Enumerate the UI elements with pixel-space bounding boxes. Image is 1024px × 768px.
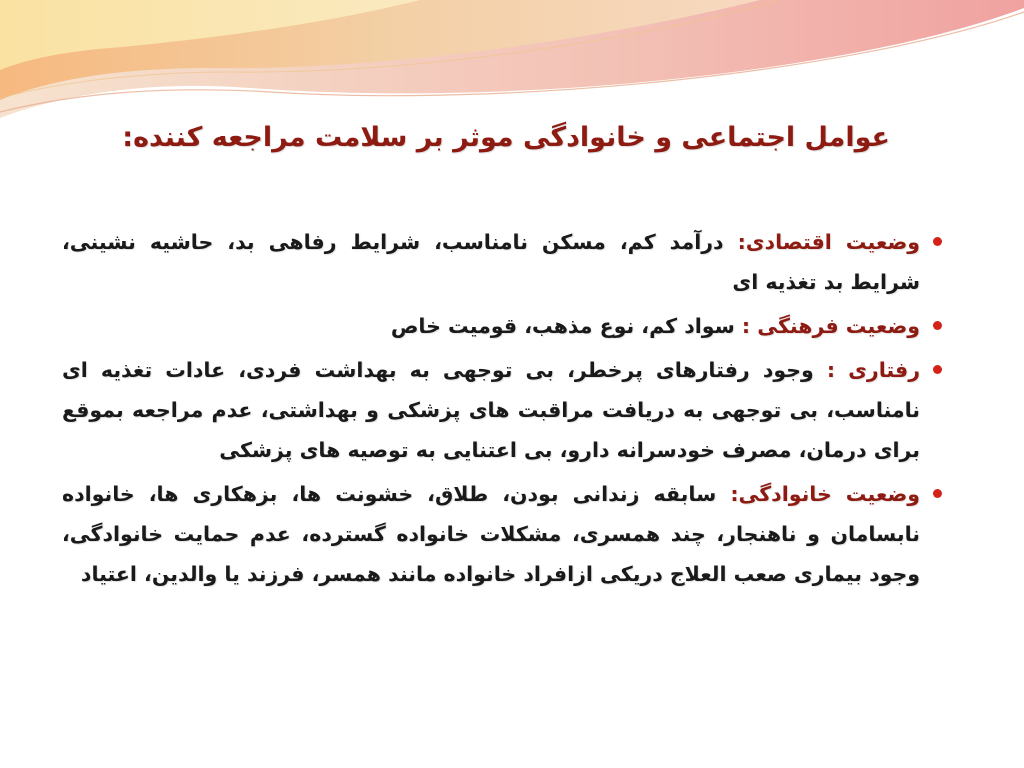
bullet-lead-label: وضعیت فرهنگی : [741, 314, 920, 338]
slide-title: عوامل اجتماعی و خانوادگی موثر بر سلامت مراجعه کننده: [122, 122, 890, 153]
bullet-list [62, 222, 942, 594]
bullet-lead-label: وضعیت اقتصادی: [737, 230, 920, 254]
bullet-text: سواد کم، نوع مذهب، قومیت خاص [390, 314, 742, 338]
bullet-text: وجود رفتارهای پرخطر، بی توجهی به بهداشت فردی، عادات تغذیه ای نامناسب، بی توجهی به دریافت مراقبت های پزشکی و بهداشتی، عدم مراجعه بموقع برای درمان، مصرف خودسرانه دارو، بی اعتنایی به توصیه های پزشکی [62, 358, 920, 462]
slide-body [62, 222, 942, 598]
bullet-dot-icon [933, 365, 942, 374]
bullet-behavioral [62, 350, 942, 470]
bullet-text: سابقه زندانی بودن، طلاق، خشونت ها، بزهکاری ها، خانواده نابسامان و ناهنجار، چند همسری، مشکلات خانواده گسترده، عدم حمایت خانوادگی، وجود بیماری صعب العلاج دریکی ازافراد خانواده مانند همسر، فرزند یا والدین، اعتیاد [62, 482, 920, 586]
bullet-dot-icon [933, 321, 942, 330]
bullet-lead-label: وضعیت خانوادگی: [730, 482, 920, 506]
bullet-text: درآمد کم، مسکن نامناسب، شرایط رفاهی بد، حاشیه نشینی، شرایط بد تغذیه ای [62, 230, 920, 294]
bullet-lead-label: رفتاری : [826, 358, 920, 382]
bullet-family-status [62, 474, 942, 594]
bullet-cultural-status [62, 306, 942, 346]
bullet-dot-icon [933, 489, 942, 498]
header-swoosh-decoration [0, 0, 1024, 130]
bullet-dot-icon [933, 237, 942, 246]
bullet-economic-status [62, 222, 942, 302]
